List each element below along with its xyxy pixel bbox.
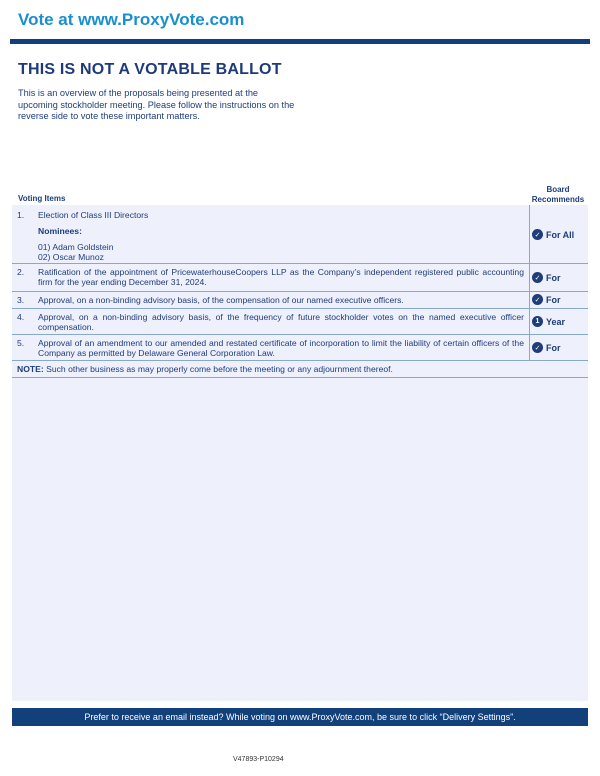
voting-item-row [12, 335, 588, 361]
board-header-line2: Recommends [531, 195, 585, 204]
note-body: Such other business as may properly come before the meeting or any adjournment thereof. [43, 364, 393, 374]
item-text: Ratification of the appointment of PricewaterhouseCoopers LLP as the Company’s independent registered public accounting firm for the year ending December 31, 2024. [38, 267, 524, 287]
document-code: V47893-P10294 [233, 756, 284, 763]
board-recommendation [532, 294, 588, 305]
checkmark-icon: ✓ [532, 272, 543, 283]
voting-item-row [12, 205, 588, 264]
note-text [17, 364, 393, 374]
board-recommendation [532, 272, 588, 283]
board-recommendation [532, 316, 588, 327]
item-text: Approval of an amendment to our amended and restated certificate of incorporation to limit the liability of certain officers of the Company as permitted by Delaware General Corporation Law. [38, 338, 524, 358]
checkmark-icon: ✓ [532, 294, 543, 305]
item-text: Election of Class III Directors [38, 210, 149, 220]
item-number: 5. [17, 338, 25, 348]
footer-banner: Prefer to receive an email instead? While voting on www.ProxyVote.com, be sure to click “Delivery Settings”. [12, 708, 588, 726]
board-header-line1: Board [546, 185, 570, 194]
header-rule [10, 39, 590, 44]
item-number: 4. [17, 312, 25, 322]
nominee-2: 02) Oscar Munoz [38, 252, 104, 262]
board-recommends-header [528, 185, 588, 205]
board-recommendation [532, 342, 588, 353]
voting-item-row [12, 264, 588, 292]
checkmark-icon: ✓ [532, 229, 543, 240]
item-number: 3. [17, 295, 25, 305]
item-text: Approval, on a non-binding advisory basis, of the frequency of future stockholder votes on the named executive officer compensation. [38, 312, 524, 332]
recommendation-label: For [546, 342, 561, 353]
ballot-title: THIS IS NOT A VOTABLE BALLOT [18, 61, 282, 78]
recommendation-label: For All [546, 229, 575, 240]
voting-items-header: Voting Items [18, 194, 66, 203]
nominee-1: 01) Adam Goldstein [38, 242, 114, 252]
checkmark-icon: ✓ [532, 342, 543, 353]
ballot-intro: This is an overview of the proposals being presented at the upcoming stockholder meeting. Please follow the instructions on the reverse side to vote these important matters. [18, 88, 295, 121]
voting-table [12, 205, 588, 701]
nominees-label: Nominees: [38, 226, 82, 236]
note-row [12, 361, 588, 378]
recommendation-label: For [546, 294, 561, 305]
recommendation-label: For [546, 272, 561, 283]
item-text: Approval, on a non-binding advisory basis, of the compensation of our named executive officers. [38, 295, 404, 305]
note-label: NOTE: [17, 364, 44, 374]
voting-item-row [12, 292, 588, 309]
voting-item-row [12, 309, 588, 335]
number-one-icon: 1 [532, 316, 543, 327]
item-number: 2. [17, 267, 25, 277]
board-recommendation [532, 229, 588, 240]
recommendation-label: Year [546, 316, 566, 327]
header-title: Vote at www.ProxyVote.com [18, 10, 245, 29]
item-number: 1. [17, 210, 25, 220]
